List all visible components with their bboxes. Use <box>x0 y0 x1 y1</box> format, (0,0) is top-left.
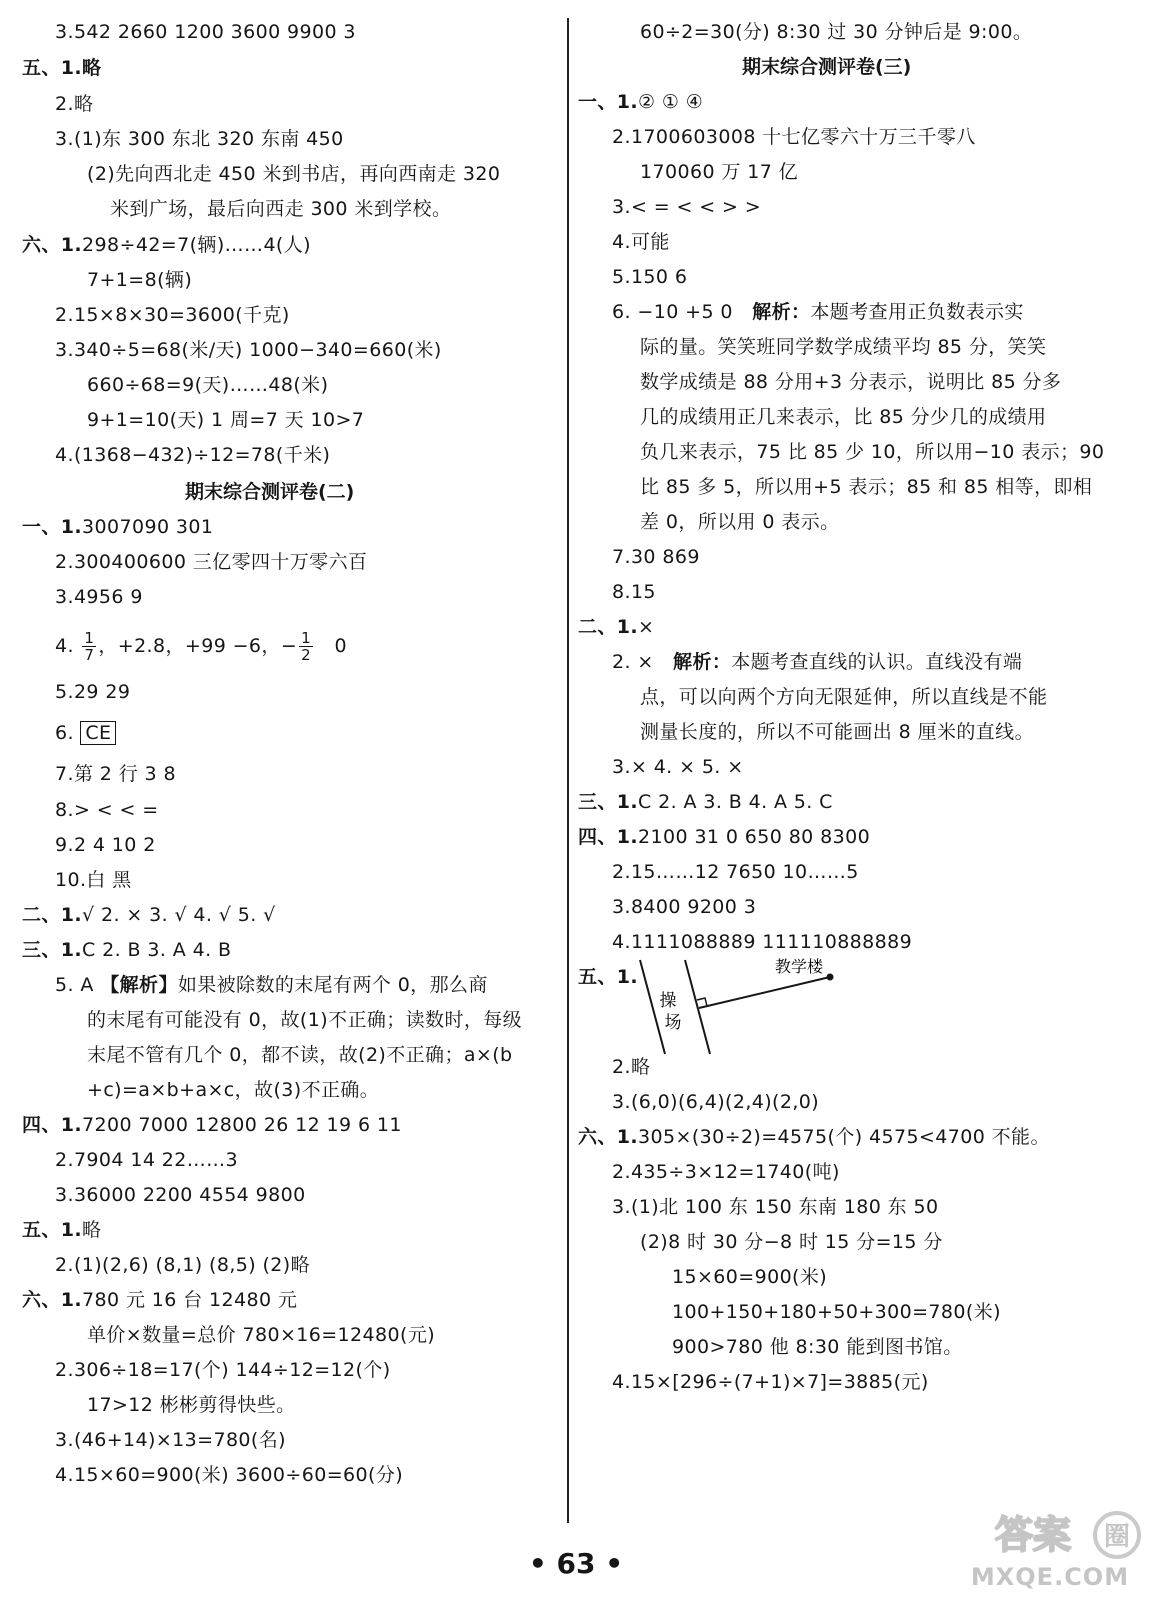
answer-line: 比 85 多 5，所以用+5 表示；85 和 85 相等，即相 <box>640 476 1093 498</box>
answer-line: 170060 万 17 亿 <box>640 161 799 183</box>
answer-line: 4.15×[296÷(7+1)×7]=3885(元) <box>612 1371 929 1393</box>
building-point <box>827 974 834 981</box>
answer-line: 差 0，所以用 0 表示。 <box>640 511 840 533</box>
watermark-logo <box>955 1508 1145 1563</box>
answer-line: 10.白 黑 <box>55 869 132 891</box>
answer-line: 4.15×60=900(米) 3600÷60=60(分) <box>55 1464 404 1486</box>
perpendicular-path <box>699 977 830 1008</box>
answer-line: 2.15×8×30=3600(千克) <box>55 304 290 326</box>
answer-line: 二、1.× <box>578 616 655 638</box>
answer-line: 660÷68=9(天)……48(米) <box>87 374 329 396</box>
answer-line: 数学成绩是 88 分用+3 分表示，说明比 85 分多 <box>640 371 1062 393</box>
answer-line: 3.(46+14)×13=780(名) <box>55 1429 286 1451</box>
boxed-answer: CE <box>80 721 116 745</box>
answer-line: 900>780 他 8:30 能到图书馆。 <box>672 1336 963 1358</box>
answer-line: 3.(6,0)(6,4)(2,4)(2,0) <box>612 1091 820 1113</box>
answer-line: 17>12 彬彬剪得快些。 <box>87 1394 296 1416</box>
answer-line: 五、1.略 <box>22 57 102 79</box>
answer-line: 3.8400 9200 3 <box>612 896 757 918</box>
answer-line: 3.× 4. × 5. × <box>612 756 744 778</box>
answer-line: 2.略 <box>55 93 94 115</box>
answer-line: (2)先向西北走 450 米到书店，再向西南走 320 <box>87 163 501 185</box>
answer-line: 五、1. <box>578 966 639 988</box>
section-heading: 期末综合测评卷(二) <box>185 481 355 503</box>
answer-line: 3.(1)东 300 东北 320 东南 450 <box>55 128 344 150</box>
answer-line: 3.542 2660 1200 3600 9900 3 <box>55 21 356 43</box>
watermark <box>955 1508 1145 1593</box>
building-label: 教学楼 <box>775 958 824 976</box>
answer-line: 2.7904 14 22……3 <box>55 1149 239 1171</box>
right-angle-mark <box>697 998 707 1006</box>
answer-line: 7.30 869 <box>612 546 700 568</box>
answer-line: 2.1700603008 十七亿零六十万三千零八 <box>612 126 976 148</box>
analysis-line: 2. × 解析：本题考查直线的认识。直线没有端 <box>612 651 1023 673</box>
playground-label-char-1: 操 <box>659 991 677 1011</box>
answer-line: 几的成绩用正几来表示，比 85 分少几的成绩用 <box>640 406 1047 428</box>
answer-line: 3.36000 2200 4554 9800 <box>55 1184 306 1206</box>
answer-line: 末尾不管有几个 0，都不读，故(2)不正确；a×(b <box>87 1044 513 1066</box>
fraction: $\frac{1}{7}$ <box>84 629 95 664</box>
answer-line: 3.340÷5=68(米/天) 1000−340=660(米) <box>55 339 442 361</box>
answer-line: 际的量。笑笑班同学数学成绩平均 85 分，笑笑 <box>640 336 1047 358</box>
answer-line: 8.15 <box>612 581 656 603</box>
watermark-logo-char: 圈 <box>1103 1522 1131 1552</box>
answer-line: 4.1111088889 111110888889 <box>612 931 913 953</box>
answer-line: 六、1.305×(30÷2)=4575(个) 4575<4700 不能。 <box>578 1126 1050 1148</box>
answer-line: 米到广场，最后向西走 300 米到学校。 <box>110 198 452 220</box>
answer-line: 3.< = < < > > <box>612 196 762 218</box>
answer-line: 五、1.略 <box>22 1219 102 1241</box>
watermark-url: MXQE.COM <box>970 1563 1130 1591</box>
answer-line: 测量长度的，所以不可能画出 8 厘米的直线。 <box>640 721 1034 743</box>
answer-line: 2.略 <box>612 1056 651 1078</box>
answer-line: 三、1.C 2. B 3. A 4. B <box>22 939 232 961</box>
answer-line: 8.> < < = <box>55 799 159 821</box>
answer-line: 三、1.C 2. A 3. B 4. A 5. C <box>578 791 833 813</box>
answer-line: 5.29 29 <box>55 681 131 703</box>
answer-line: 100+150+180+50+300=780(米) <box>672 1301 1001 1323</box>
playground-label-char-2: 场 <box>664 1013 682 1033</box>
answer-line: 5.150 6 <box>612 266 688 288</box>
answer-line: 一、1.② ① ④ <box>578 91 704 113</box>
answer-line: 四、1.2100 31 0 650 80 8300 <box>578 826 871 848</box>
answer-line: 7+1=8(辆) <box>87 269 193 291</box>
answer-line: 四、1.7200 7000 12800 26 12 19 6 11 <box>22 1114 402 1136</box>
answer-line: 9+1=10(天) 1 周=7 天 10>7 <box>87 409 365 431</box>
fraction: $\frac{1}{2}$ <box>301 629 312 664</box>
answer-line: 二、1.√ 2. × 3. √ 4. √ 5. √ <box>22 904 276 926</box>
answer-line: 6. CE <box>55 721 116 747</box>
analysis-line: 6. −10 +5 0 解析：本题考查用正负数表示实 <box>612 301 1024 323</box>
answer-line: 3.(1)北 100 东 150 东南 180 东 50 <box>612 1196 939 1218</box>
answer-line: 的末尾有可能没有 0，故(1)不正确；读数时，每级 <box>87 1009 523 1031</box>
answer-line: 7.第 2 行 3 8 <box>55 763 176 785</box>
section-heading: 期末综合测评卷(三) <box>742 56 912 78</box>
answer-line: 4.可能 <box>612 231 670 253</box>
analysis-line: 5. A 【解析】如果被除数的末尾有两个 0，那么商 <box>55 974 488 996</box>
answer-line: 2.435÷3×12=1740(吨) <box>612 1161 840 1183</box>
column-divider <box>567 18 569 1523</box>
answer-line: 60÷2=30(分) 8:30 过 30 分钟后是 9:00。 <box>640 21 1033 43</box>
answer-line: 六、1.780 元 16 台 12480 元 <box>22 1289 298 1311</box>
watermark-logo-text: 答案 <box>994 1513 1072 1557</box>
answer-line: 15×60=900(米) <box>672 1266 828 1288</box>
answer-line: 9.2 4 10 2 <box>55 834 156 856</box>
answer-line: 一、1.3007090 301 <box>22 516 214 538</box>
answer-line: (2)8 时 30 分−8 时 15 分=15 分 <box>640 1231 943 1253</box>
playground-building-diagram <box>630 958 850 1058</box>
answer-line: 2.306÷18=17(个) 144÷12=12(个) <box>55 1359 391 1381</box>
answer-line: 2.(1)(2,6) (8,1) (8,5) (2)略 <box>55 1254 311 1276</box>
answer-line: 点，可以向两个方向无限延伸，所以直线是不能 <box>640 686 1048 708</box>
answer-line: 2.15……12 7650 10……5 <box>612 861 859 883</box>
answer-line: 4.(1368−432)÷12=78(千米) <box>55 444 331 466</box>
answer-line: 单价×数量=总价 780×16=12480(元) <box>87 1324 436 1346</box>
answer-line: 3.4956 9 <box>55 586 143 608</box>
fraction-answer-line: 4. $\frac{1}{7}$ ，+2.8，+99 −6，− $\frac{1}{2}$ 0 <box>55 629 347 664</box>
answer-line: +c)=a×b+a×c，故(3)不正确。 <box>87 1079 380 1101</box>
answer-line: 六、1.298÷42=7(辆)……4(人) <box>22 234 311 256</box>
answer-line: 负几来表示，75 比 85 少 10，所以用−10 表示；90 <box>640 441 1105 463</box>
answer-line: 2.300400600 三亿零四十万零六百 <box>55 551 368 573</box>
page-number: • 63 • <box>528 1547 624 1580</box>
